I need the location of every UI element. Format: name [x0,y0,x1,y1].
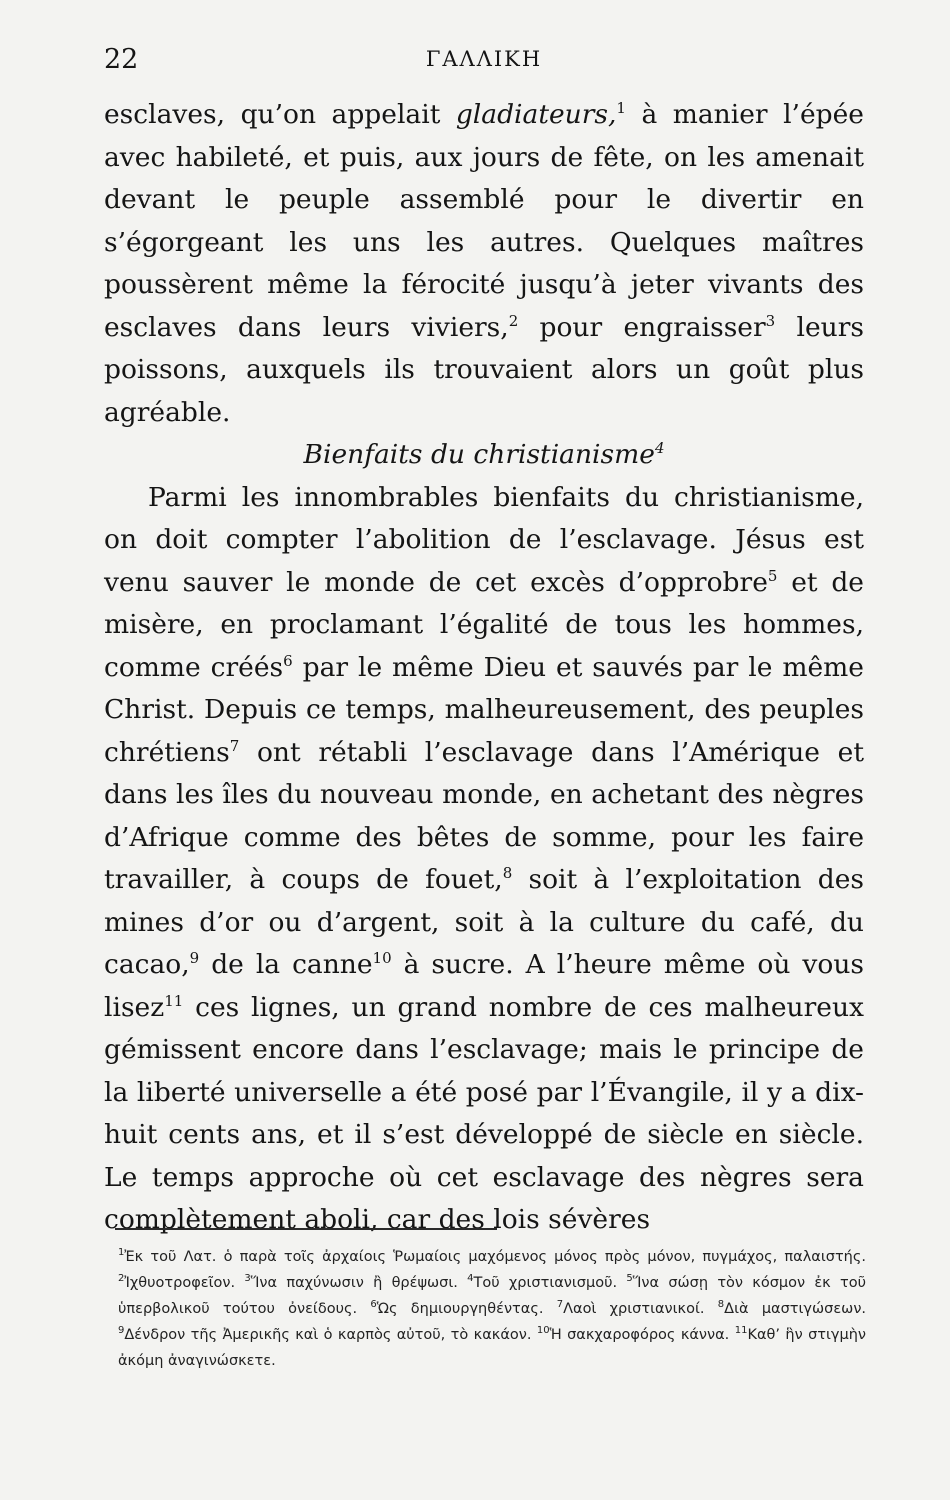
footnote-text: Καθ’ ἣν στιγμὴν ἀκόμη ἀναγινώσκετε. [118,1327,866,1369]
text-run: leurs poissons, auxquels ils trouvaient alors un goût plus agréable. [104,311,864,428]
footnote-marker: 7 [229,736,240,755]
footnote [537,1327,729,1343]
footnote-number: 3 [244,1273,251,1285]
footnote-number: 11 [734,1325,748,1337]
text-run: par le même Dieu et sauvés par le même Christ. Depuis ce temps, malheureusement, des peuples chrétiens [104,651,864,768]
footnote-text: Δένδρον τῆς Ἀμερικῆς καὶ ὁ καρπὸς αὐτοῦ, τὸ κακάον. [124,1327,532,1343]
footnote-divider [115,1228,497,1230]
text-run: soit à l’exploitation des mines d’or ou d’argent, soit à la culture du café, du cacao, [104,864,864,980]
text-run: gladiateurs, [455,99,617,130]
paragraph-2 [104,477,864,1242]
footnote-text: Ἵνα σώσῃ τὸν κόσμον ἐκ τοῦ ὑπερβολικοῦ τούτου ὀνείδους. [118,1275,866,1317]
main-text [104,94,864,1242]
text-run: esclaves, qu’on appelait [104,99,456,130]
footnote [557,1301,705,1317]
footnote-marker: 4 [654,439,665,458]
text-run: Bienfaits du christianisme [303,439,655,470]
text-run: ont rétabli l’esclavage dans l’Amérique et dans les îles du nouveau monde, en achetant des nègres d’Afrique comme des bêtes de somme, pour les faire travailler, à coups de fouet, [104,736,864,895]
footnote-text: Ἡ σακχαροφόρος κάννα. [549,1327,730,1343]
section-heading [104,434,864,477]
footnote-text: Τοῦ χριστιανισμοῦ. [473,1275,618,1291]
text-run: ces lignes, un grand nombre de ces malheureux gémissent encore dans l’esclavage; mais le principe de la liberté universelle a été posé par l’Évangile, il y a dix-huit cents ans, et il s’est développé de siècle en siècle. Le temps approche où cet esclavage des nègres sera complètement aboli, car des lois sévères [104,991,864,1235]
footnote [467,1275,617,1291]
footnote [244,1275,458,1291]
footnote-text: Λαοὶ χριστιανικοί. [563,1301,705,1317]
footnote [118,1275,235,1291]
footnote-number: 4 [467,1273,474,1285]
footnote-marker: 2 [508,311,519,330]
footnote-text: Ἰχθυοτροφεῖον. [124,1275,236,1291]
footnote-marker: 9 [189,949,200,968]
footnote-number: 9 [118,1325,125,1337]
page-number: 22 [104,44,139,75]
text-run: pour engraisser [518,311,766,343]
footnote-marker: 10 [372,949,392,968]
footnote-marker: 6 [283,651,293,670]
text-run: de la canne [199,949,373,980]
footnote [370,1301,543,1317]
footnote-number: 5 [626,1273,633,1285]
footnote [118,1327,531,1343]
footnote [118,1249,866,1265]
text-run: Parmi les innombrables bienfaits du christianisme, on doit compter l’abolition de l’esclavage. Jésus est venu sauver le monde de cet excès d’opprobre [104,481,864,598]
footnote-number: 7 [556,1299,564,1311]
footnote-marker: 5 [767,566,778,585]
text-run: à manier l’épée avec habileté, et puis, aux jours de fête, on les amenait devant le peuple assemblé pour le divertir en s’égorgeant les uns les autres. Quelques maîtres poussèrent même la férocité jusqu’à jeter vivants des esclaves dans leurs viviers, [104,99,864,343]
paragraph-1 [104,94,864,434]
footnote-marker: 11 [164,991,184,1010]
footnote-number: 8 [717,1299,725,1311]
footnote-text: Ὡς δημιουργηθέντας. [376,1301,544,1317]
page-header [104,44,864,84]
text-run: à sucre. A l’heure même où vous lisez [104,949,864,1023]
running-title: ΓΑΛΛΙΚΗ [425,47,543,71]
footnotes [118,1244,866,1374]
footnote-text: Διὰ μαστιγώσεων. [724,1301,867,1317]
footnote-number: 6 [370,1299,377,1311]
footnote [718,1301,866,1317]
footnote-marker: 8 [502,864,513,883]
text-run: et de misère, en proclamant l’égalité de tous les hommes, comme créés [104,566,864,683]
footnote-number: 2 [118,1273,125,1285]
footnote-number: 1 [118,1247,125,1259]
footnote-text: Ἵνα παχύνωσιν ἢ θρέψωσι. [250,1275,458,1291]
footnote-marker: 1 [616,99,626,118]
footnote-text: Ἐκ τοῦ Λατ. ὁ παρὰ τοῖς ἀρχαίοις Ῥωμαίοις μαχόμενος μόνος πρὸς μόνον, πυγμάχος, παλαιστής. [124,1249,866,1265]
footnote-marker: 3 [765,311,776,330]
footnote-number: 10 [536,1325,550,1337]
